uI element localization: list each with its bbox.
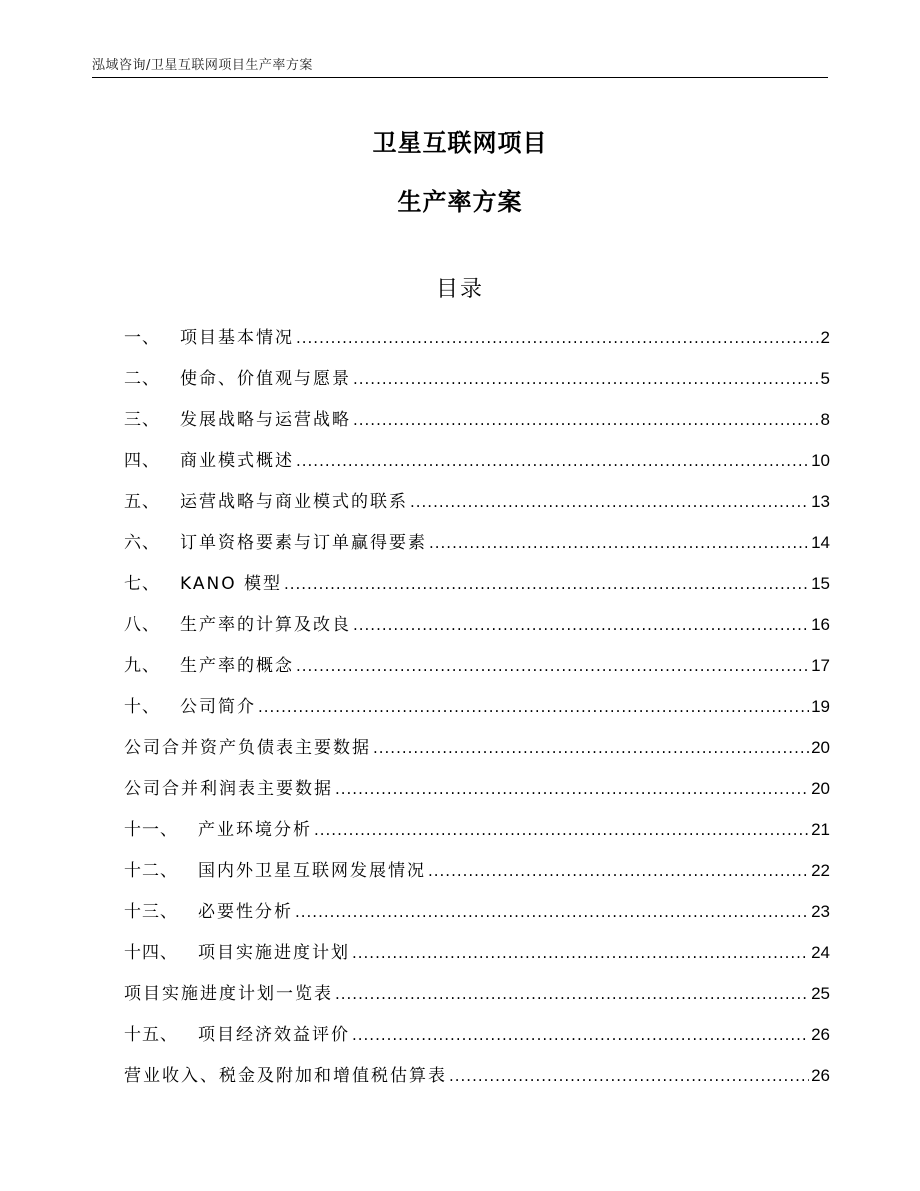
toc-entry-label: 订单资格要素与订单赢得要素	[180, 533, 427, 553]
toc-entry[interactable]	[124, 691, 830, 732]
toc-dot-leader	[335, 978, 809, 1010]
toc-entry[interactable]	[124, 855, 830, 896]
toc-entry-number: 八、	[124, 615, 160, 635]
toc-entry-page-number: 26	[811, 1066, 830, 1085]
toc-entry-label: 项目基本情况	[180, 328, 294, 348]
toc-dot-leader	[296, 322, 819, 354]
toc-dot-leader	[428, 855, 809, 887]
toc-entry-label: 必要性分析	[198, 902, 293, 922]
toc-dot-leader	[353, 404, 819, 436]
toc-entry-number: 一、	[124, 328, 160, 348]
toc-entry-page-number: 20	[811, 779, 830, 798]
toc-entry[interactable]	[124, 937, 830, 978]
toc-entry-number: 三、	[124, 410, 160, 430]
toc-entry-page-number: 23	[811, 902, 830, 921]
toc-dot-leader	[295, 896, 809, 928]
toc-entry-label: 产业环境分析	[198, 820, 312, 840]
toc-entry-page-number: 10	[811, 451, 830, 470]
toc-dot-leader	[258, 691, 809, 723]
toc-dot-leader	[353, 609, 809, 641]
toc-entry-label: 运营战略与商业模式的联系	[180, 492, 408, 512]
toc-entry-label: 生产率的计算及改良	[180, 615, 351, 635]
toc-entry-number: 六、	[124, 533, 160, 553]
toc-entry-label: KANO 模型	[180, 574, 282, 594]
toc-entry-label: 公司简介	[180, 697, 256, 717]
toc-entry-label: 生产率的概念	[180, 656, 294, 676]
toc-entry-number: 十四、	[124, 943, 178, 963]
toc-entry-label: 营业收入、税金及附加和增值税估算表	[124, 1066, 447, 1086]
toc-entry[interactable]	[124, 363, 830, 404]
toc-dot-leader	[352, 1019, 809, 1051]
toc-entry-page-number: 5	[820, 369, 830, 388]
toc-entry-page-number: 2	[820, 328, 830, 347]
toc-entry-number: 十一、	[124, 820, 178, 840]
document-subtitle: 生产率方案	[397, 188, 523, 216]
document-title: 卫星互联网项目	[372, 129, 548, 157]
toc-entry-page-number: 8	[820, 410, 830, 429]
toc-entry[interactable]	[124, 1019, 830, 1060]
toc-dot-leader	[296, 445, 809, 477]
toc-entry-page-number: 19	[811, 697, 830, 716]
toc-entry-number: 二、	[124, 369, 160, 389]
toc-entry-page-number: 16	[811, 615, 830, 634]
toc-entry-label: 国内外卫星互联网发展情况	[198, 861, 426, 881]
toc-dot-leader	[429, 527, 809, 559]
toc-dot-leader	[335, 773, 809, 805]
header-divider	[92, 77, 828, 78]
toc-entry-label: 项目实施进度计划一览表	[124, 984, 333, 1004]
toc-entry[interactable]	[124, 609, 830, 650]
toc-entry-label: 发展战略与运营战略	[180, 410, 351, 430]
toc-entry-page-number: 26	[811, 1025, 830, 1044]
toc-entry[interactable]	[124, 486, 830, 527]
toc-entry[interactable]	[124, 527, 830, 568]
toc-entry-label: 公司合并资产负债表主要数据	[124, 738, 371, 758]
toc-entry-page-number: 24	[811, 943, 830, 962]
toc-entry[interactable]	[124, 978, 830, 1019]
toc-dot-leader	[373, 732, 809, 764]
toc-entry-page-number: 22	[811, 861, 830, 880]
toc-entry-number: 十三、	[124, 902, 178, 922]
toc-entry-number: 十五、	[124, 1025, 178, 1045]
toc-entry-page-number: 20	[811, 738, 830, 757]
toc-dot-leader	[449, 1060, 809, 1092]
toc-entry[interactable]	[124, 896, 830, 937]
toc-entry[interactable]	[124, 404, 830, 445]
toc-entry-number: 四、	[124, 451, 160, 471]
toc-entry[interactable]	[124, 445, 830, 486]
toc-entry[interactable]	[124, 1060, 830, 1101]
toc-entry-number: 七、	[124, 574, 160, 594]
toc-entry-label: 项目实施进度计划	[198, 943, 350, 963]
toc-entry[interactable]	[124, 650, 830, 691]
toc-entry[interactable]	[124, 322, 830, 363]
toc-entry-label: 公司合并利润表主要数据	[124, 779, 333, 799]
toc-entry[interactable]	[124, 773, 830, 814]
toc-entry-label: 商业模式概述	[180, 451, 294, 471]
toc-entry-page-number: 21	[811, 820, 830, 839]
toc-dot-leader	[352, 937, 809, 969]
toc-entry[interactable]	[124, 814, 830, 855]
toc-entry-page-number: 13	[811, 492, 830, 511]
toc-heading: 目录	[435, 277, 484, 302]
toc-dot-leader	[296, 650, 809, 682]
toc-dot-leader	[353, 363, 819, 395]
toc-dot-leader	[284, 568, 809, 600]
toc-entry-number: 十、	[124, 697, 160, 717]
toc-entry-number: 十二、	[124, 861, 178, 881]
toc-dot-leader	[410, 486, 809, 518]
toc-entry[interactable]	[124, 568, 830, 609]
toc-entry-page-number: 17	[811, 656, 830, 675]
table-of-contents	[124, 322, 830, 1101]
toc-dot-leader	[314, 814, 809, 846]
toc-entry-number: 九、	[124, 656, 160, 676]
toc-entry-label: 项目经济效益评价	[198, 1025, 350, 1045]
toc-entry-number: 五、	[124, 492, 160, 512]
toc-entry-label: 使命、价值观与愿景	[180, 369, 351, 389]
toc-entry-page-number: 15	[811, 574, 830, 593]
toc-entry-page-number: 14	[811, 533, 830, 552]
toc-entry[interactable]	[124, 732, 830, 773]
toc-entry-page-number: 25	[811, 984, 830, 1003]
running-header: 泓域咨询/卫星互联网项目生产率方案	[92, 58, 313, 73]
